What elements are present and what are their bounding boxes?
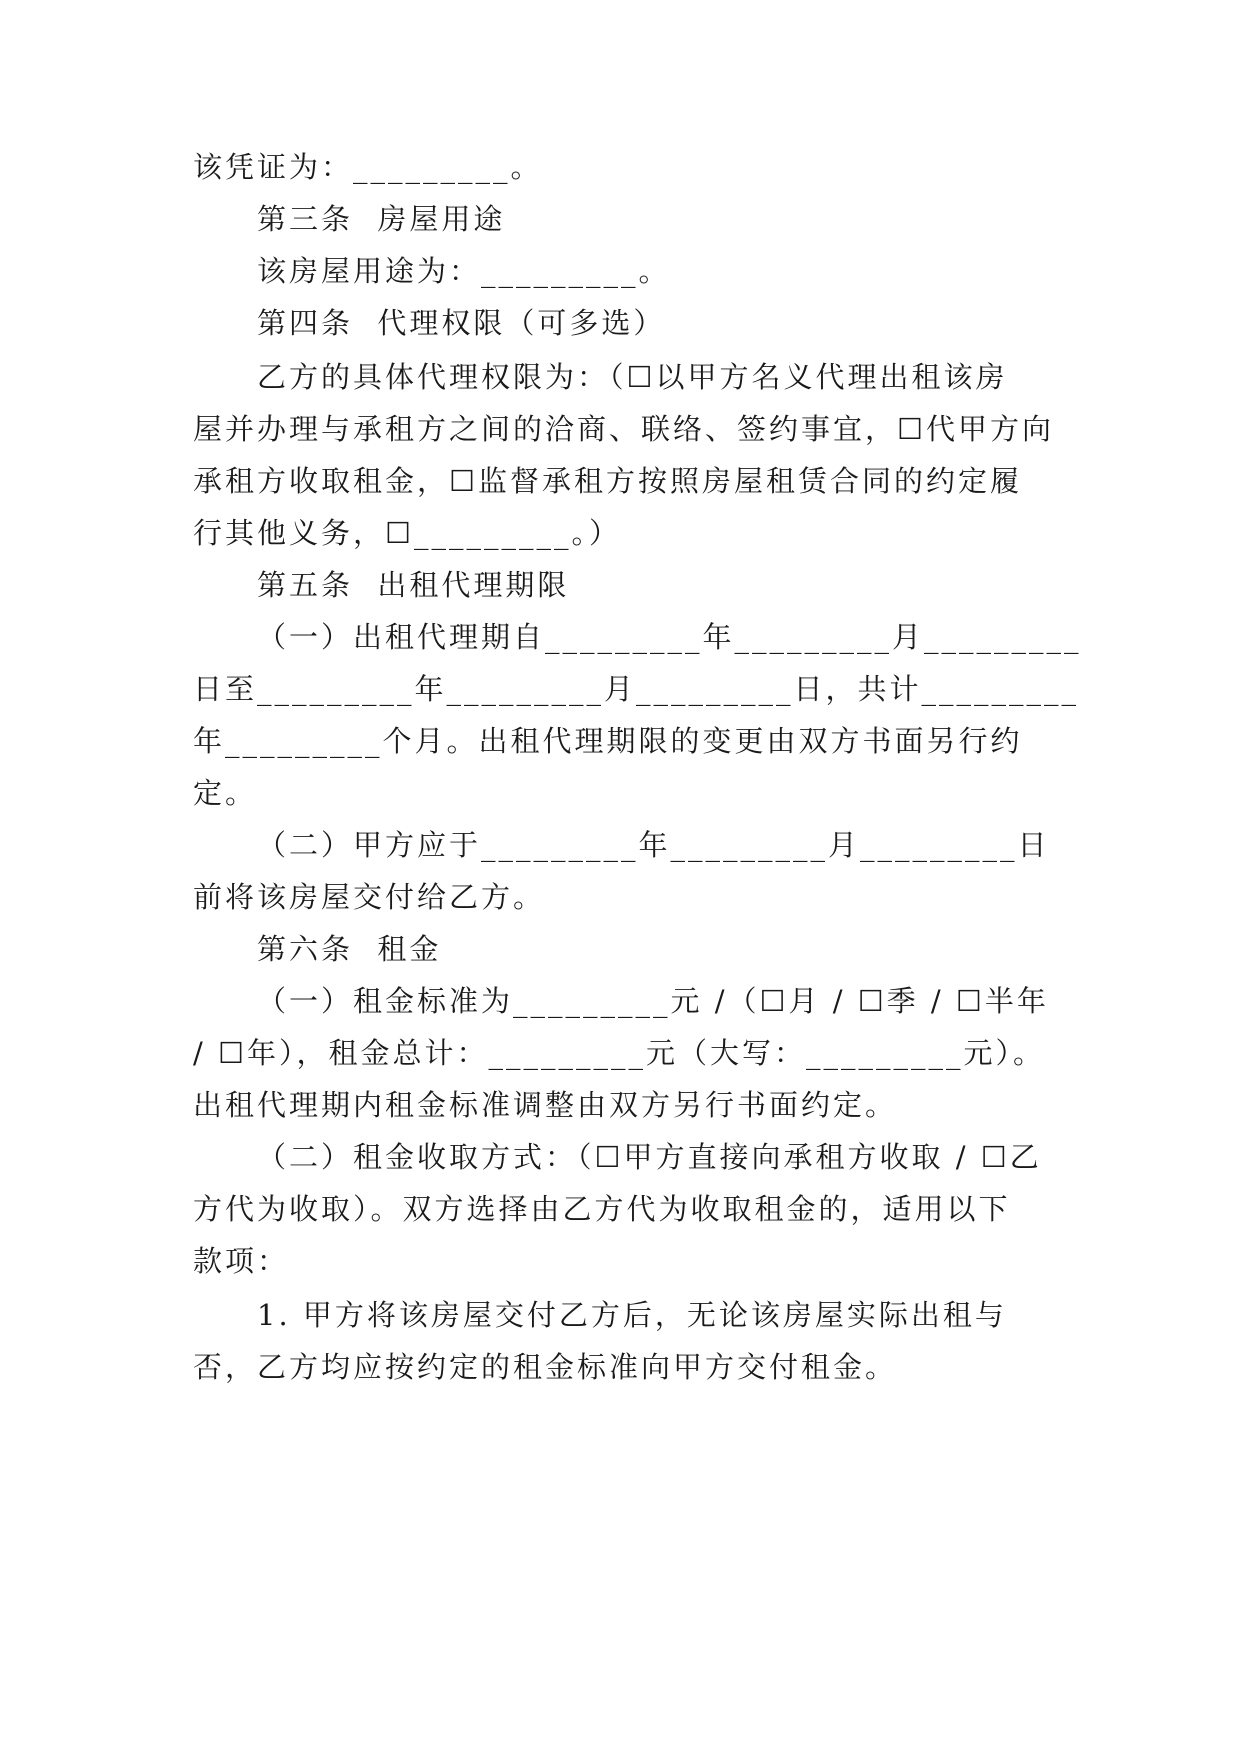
article-6-heading: 第六条 租金 [257, 932, 442, 966]
text-line: 方代为收取）。双方选择由乙方代为收取租金的，适用以下 [193, 1192, 1011, 1226]
text-line: 前将该房屋交付给乙方。 [193, 880, 546, 914]
text-line: 该凭证为：_________。 [193, 150, 543, 184]
text-line: （一）出租代理期自_________年_________月_________ [257, 620, 1082, 654]
text-line: （二）甲方应于_________年_________月_________日 [257, 828, 1050, 862]
text-line: 否，乙方均应按约定的租金标准向甲方交付租金。 [193, 1350, 898, 1384]
text-line: 行其他义务，☐_________。） [193, 516, 621, 550]
text-line: 定。 [193, 776, 258, 810]
text-line: 屋并办理与承租方之间的洽商、联络、签约事宜，☐代甲方向 [193, 412, 1054, 446]
article-4-heading: 第四条 代理权限（可多选） [257, 306, 666, 340]
text-line: 该房屋用途为：_________。 [257, 254, 671, 288]
text-line: 1. 甲方将该房屋交付乙方后，无论该房屋实际出租与 [257, 1298, 1007, 1332]
article-5-heading: 第五条 出租代理期限 [257, 568, 570, 602]
text-line: 日至_________年_________月_________日，共计_________ [193, 672, 1080, 706]
text-line: 出租代理期内租金标准调整由双方另行书面约定。 [193, 1088, 898, 1122]
text-line: 承租方收取租金，☐监督承租方按照房屋租赁合同的约定履 [193, 464, 1022, 498]
text-line: （二）租金收取方式：（☐甲方直接向承租方收取 / ☐乙 [257, 1140, 1042, 1174]
text-line: 款项： [193, 1244, 290, 1278]
text-line: （一）租金标准为_________元 /（☐月 / ☐季 / ☐半年 [257, 984, 1049, 1018]
text-line: 年_________个月。出租代理期限的变更由双方书面另行约 [193, 724, 1023, 758]
text-line: / ☐年），租金总计：_________元（大写：_________元）。 [193, 1036, 1045, 1070]
text-line: 乙方的具体代理权限为：（☐以甲方名义代理出租该房 [257, 360, 1008, 394]
article-3-heading: 第三条 房屋用途 [257, 202, 506, 236]
